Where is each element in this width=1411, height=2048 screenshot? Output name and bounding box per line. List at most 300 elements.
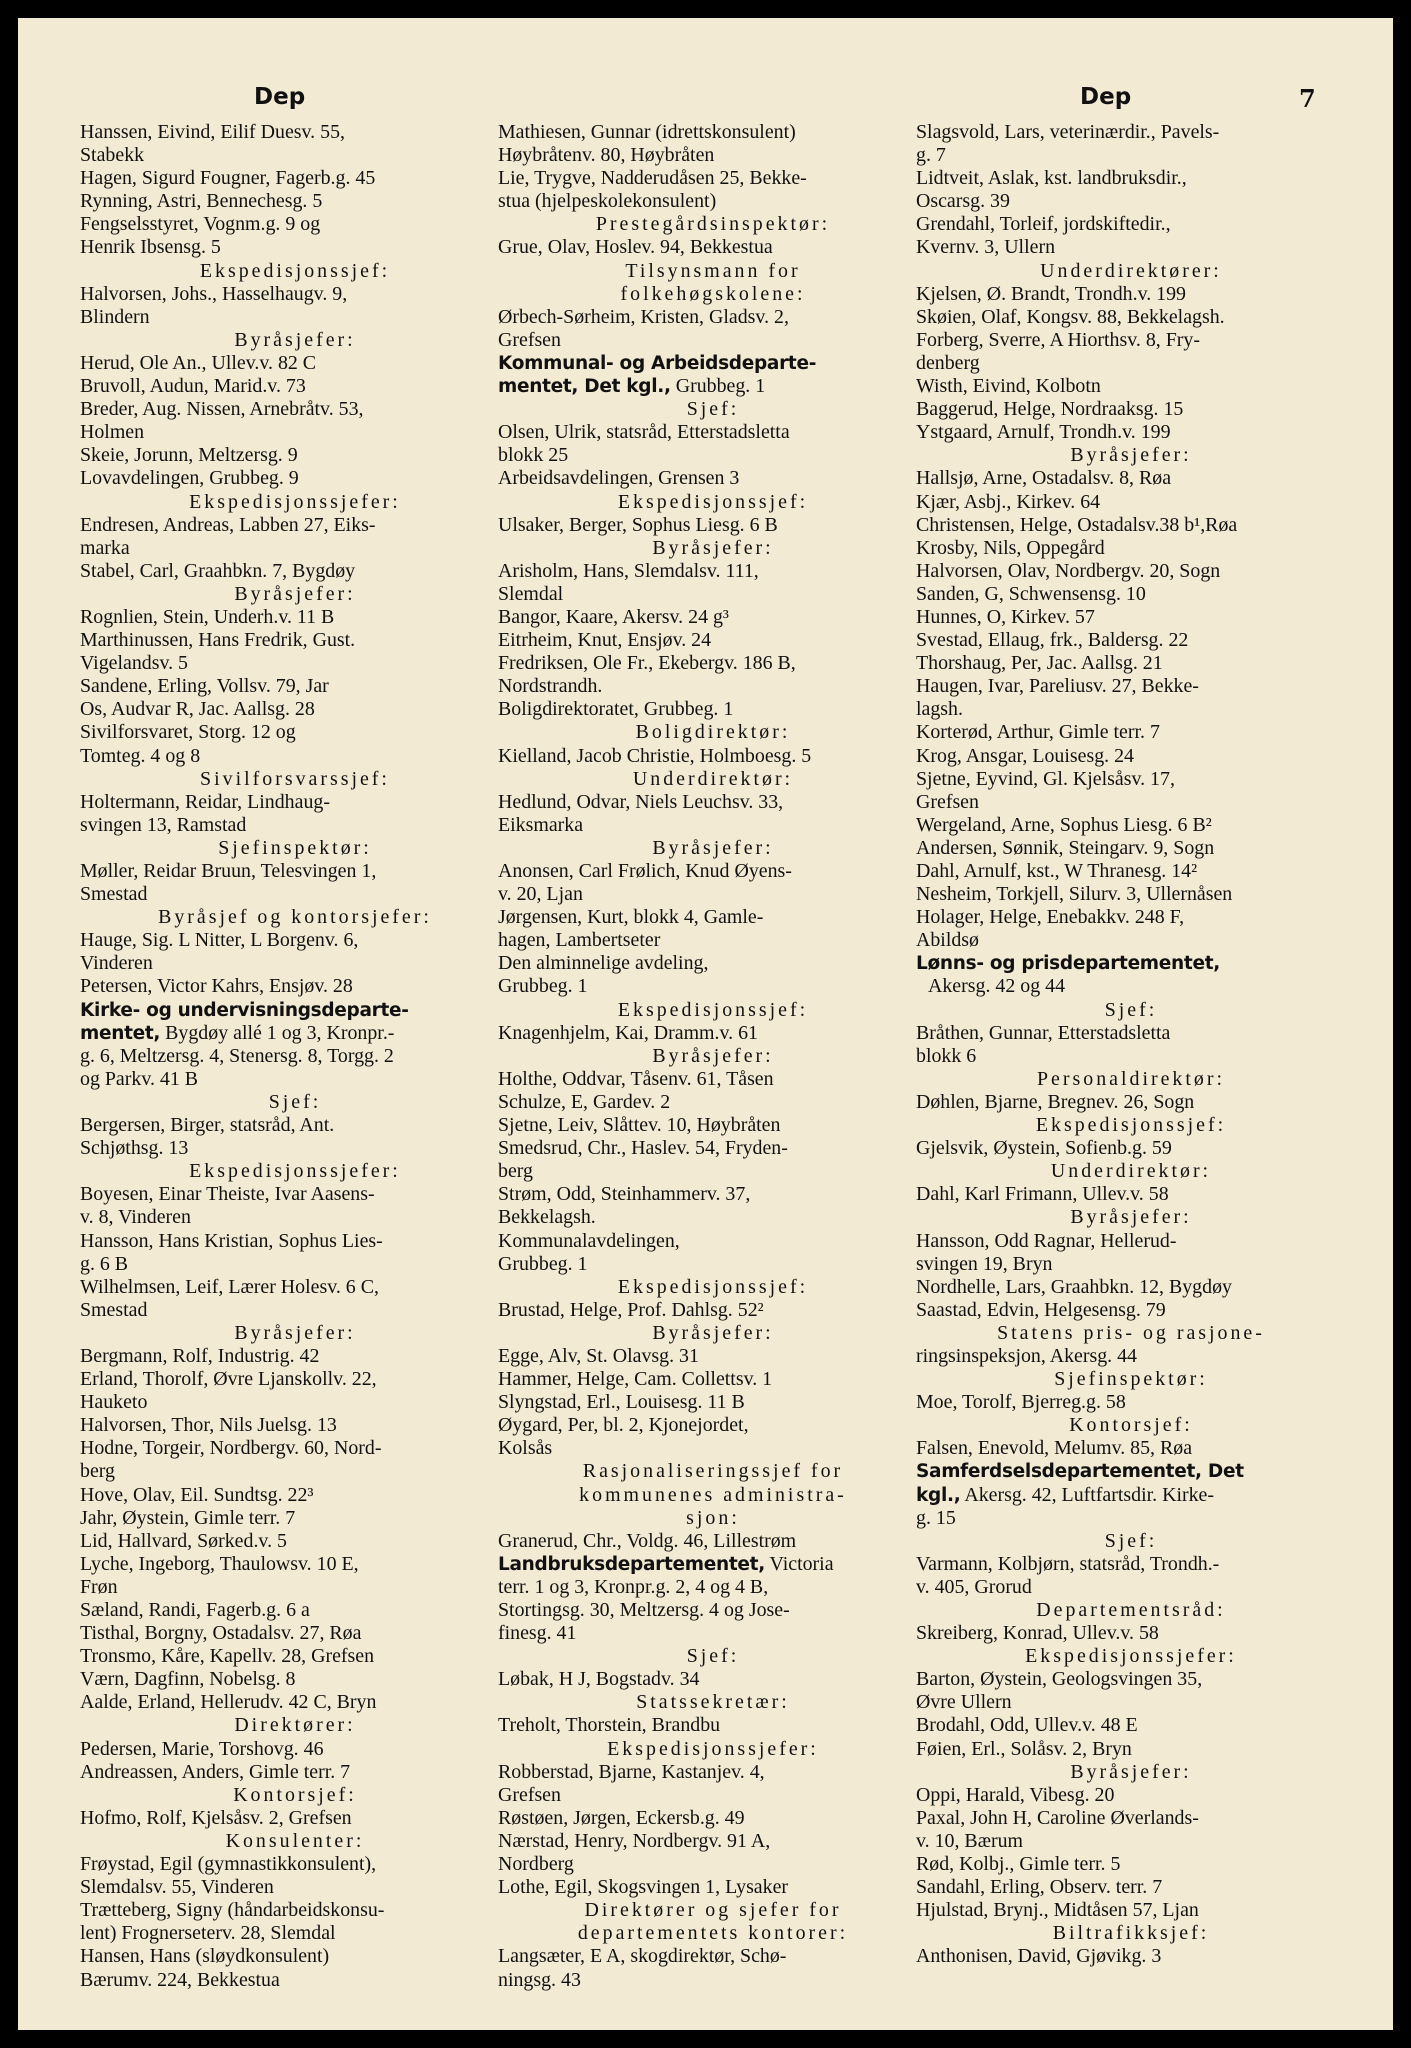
line-text: v. 20, Ljan <box>498 883 583 906</box>
line-text: Sandene, Erling, Vollsv. 79, Jar <box>80 675 329 698</box>
entry-line <box>498 190 928 213</box>
entry-line <box>80 1253 510 1276</box>
line-text: Boligdirektør: <box>635 721 791 744</box>
line-text: v. 10, Bærum <box>916 1829 1024 1852</box>
line-text: Wilhelmsen, Leif, Lærer Holesv. 6 C, <box>80 1275 379 1298</box>
line-text: Hunnes, O, Kirkev. 57 <box>916 605 1095 628</box>
line-text: Smedsrud, Chr., Haslev. 54, Fryden- <box>498 1137 788 1160</box>
line-text: mentet, Det kgl., <box>498 376 671 398</box>
entry-line <box>498 1068 928 1091</box>
entry-line <box>80 1276 510 1299</box>
line-text: Kjær, Asbj., Kirkev. 64 <box>916 490 1101 513</box>
entry-line <box>498 1183 928 1206</box>
section-heading <box>498 491 928 514</box>
line-text: Sivilforsvaret, Storg. 12 og <box>80 721 296 744</box>
line-text: Lidtveit, Aslak, kst. landbruksdir., <box>916 167 1187 190</box>
line-text: Den alminnelige avdeling, <box>498 952 709 975</box>
entry-line <box>80 1137 510 1160</box>
line-text: sjon: <box>686 1506 740 1529</box>
entry-line <box>80 283 510 306</box>
line-text-continuation: Victoria <box>764 1552 834 1575</box>
line-text: Hjulstad, Brynj., Midtåsen 57, Ljan <box>916 1899 1199 1922</box>
entry-line <box>498 698 928 721</box>
entry-line <box>916 721 1346 744</box>
entry-line <box>916 768 1346 791</box>
line-text: Hanssen, Eivind, Eilif Duesv. 55, <box>80 121 345 143</box>
line-text: kommunenes administra- <box>579 1483 847 1506</box>
entry-line <box>916 213 1346 236</box>
entry-line <box>80 1761 510 1784</box>
entry-line <box>916 306 1346 329</box>
entry-line <box>80 1437 510 1460</box>
line-text: Endresen, Andreas, Labben 27, Eiks- <box>80 513 376 536</box>
line-text: Krosby, Nils, Oppegård <box>916 536 1105 559</box>
section-heading <box>916 260 1346 283</box>
line-text: Bråthen, Gunnar, Etterstadsletta <box>916 1021 1171 1044</box>
line-text: Ulsaker, Berger, Sophus Liesg. 6 B <box>498 513 778 536</box>
line-text: Paxal, John H, Caroline Øverlands- <box>916 1806 1199 1829</box>
entry-line <box>498 1368 928 1391</box>
section-heading <box>498 1507 928 1530</box>
line-text: Treholt, Thorstein, Brandbu <box>498 1714 721 1737</box>
line-text: Grendahl, Torleif, jordskiftedir., <box>916 213 1171 236</box>
line-text: Byråsjefer: <box>234 582 356 605</box>
entry-line <box>916 1091 1346 1114</box>
line-text: Baggerud, Helge, Nordraaksg. 15 <box>916 398 1184 421</box>
entry-line <box>916 1853 1346 1876</box>
section-heading <box>498 283 928 306</box>
line-text-continuation: Bygdøy allé 1 og 3, Kronpr.- <box>160 1021 395 1044</box>
line-text: Pedersen, Marie, Torshovg. 46 <box>80 1737 324 1760</box>
line-text: Arisholm, Hans, Slemdalsv. 111, <box>498 559 759 582</box>
line-text: Wisth, Eivind, Kolbotn <box>916 375 1101 398</box>
line-text: Konsulenter: <box>225 1829 365 1852</box>
line-text: g. 7 <box>916 144 946 167</box>
line-text: denberg <box>916 351 980 374</box>
entry-line <box>498 1137 928 1160</box>
entry-line <box>80 1206 510 1229</box>
line-text: Grubbeg. 1 <box>498 1252 588 1275</box>
entry-line <box>498 929 928 952</box>
entry-line <box>916 791 1346 814</box>
line-text: Breder, Aug. Nissen, Arnebråtv. 53, <box>80 398 364 421</box>
entry-line <box>498 1414 928 1437</box>
entry-line <box>916 514 1346 537</box>
line-text: Jørgensen, Kurt, blokk 4, Gamle- <box>498 906 764 929</box>
line-text: v. 405, Grorud <box>916 1575 1032 1598</box>
entry-line <box>916 745 1346 768</box>
page-number: 7 <box>1299 84 1316 113</box>
entry-line <box>80 1599 510 1622</box>
entry-line <box>80 1414 510 1437</box>
line-text: Byråsjefer: <box>234 1321 356 1344</box>
entry-line <box>498 1876 928 1899</box>
department-heading <box>80 999 510 1022</box>
entry-line <box>916 1022 1346 1045</box>
line-text: Departementsråd: <box>1036 1599 1226 1621</box>
line-text: Hauge, Sig. L Nitter, L Borgenv. 6, <box>80 929 359 952</box>
running-header-left: Dep <box>254 84 306 110</box>
section-heading <box>498 213 928 236</box>
line-text: Stabekk <box>80 144 145 167</box>
entry-line <box>498 1091 928 1114</box>
line-text: Møller, Reidar Bruun, Telesvingen 1, <box>80 860 377 882</box>
entry-line <box>916 583 1346 606</box>
entry-line <box>916 1299 1346 1322</box>
line-text: Grefsen <box>498 1783 561 1806</box>
line-text: Schulze, E, Gardev. 2 <box>498 1090 671 1113</box>
line-text: Schjøthsg. 13 <box>80 1137 189 1160</box>
section-heading <box>916 444 1346 467</box>
line-text: Byråsjefer: <box>652 536 774 559</box>
line-text: Os, Audvar R, Jac. Aallsg. 28 <box>80 698 315 721</box>
entry-line <box>80 883 510 906</box>
entry-line <box>80 1183 510 1206</box>
entry-line <box>916 1807 1346 1830</box>
entry-line <box>916 606 1346 629</box>
entry-line <box>498 1969 928 1992</box>
line-text: Tomteg. 4 og 8 <box>80 744 201 767</box>
section-heading <box>498 537 928 560</box>
entry-line <box>916 629 1346 652</box>
entry-line <box>498 1761 928 1784</box>
line-text: Oscarsg. 39 <box>916 190 1010 213</box>
section-heading <box>916 1114 1346 1137</box>
line-text: Byråsjefer: <box>652 1044 774 1067</box>
section-heading <box>498 1276 928 1299</box>
department-heading <box>498 352 928 375</box>
line-text: Lyche, Ingeborg, Thaulowsv. 10 E, <box>80 1552 359 1575</box>
line-text: Byråsjefer: <box>652 1321 774 1344</box>
entry-line <box>498 1714 928 1737</box>
line-text: Ekspedisjonssjefer: <box>607 1737 819 1760</box>
line-text: Hallsjø, Arne, Ostadalsv. 8, Røa <box>916 467 1172 490</box>
line-text: Gjelsvik, Øystein, Sofienb.g. 59 <box>916 1137 1172 1160</box>
line-text: Kvernv. 3, Ullern <box>916 236 1056 259</box>
line-text: Hagen, Sigurd Fougner, Fagerb.g. 45 <box>80 167 376 190</box>
line-text: Lid, Hallvard, Sørked.v. 5 <box>80 1529 287 1552</box>
line-text: Nordhelle, Lars, Graahbkn. 12, Bygdøy <box>916 1275 1232 1298</box>
section-heading <box>498 260 928 283</box>
line-text: Ekspedisjonssjef: <box>1035 1114 1227 1137</box>
line-text: Øvre Ullern <box>916 1691 1012 1714</box>
entry-line <box>498 444 928 467</box>
entry-line <box>916 1738 1346 1761</box>
entry-line <box>80 1484 510 1507</box>
department-heading <box>916 952 1346 975</box>
entry-line <box>80 1969 510 1992</box>
line-text: Skreiberg, Konrad, Ullev.v. 58 <box>916 1622 1159 1645</box>
entry-line <box>80 236 510 259</box>
line-text: Slagsvold, Lars, veterinærdir., Pavels- <box>916 121 1220 143</box>
section-heading <box>498 768 928 791</box>
entry-line <box>80 675 510 698</box>
section-heading <box>498 1484 928 1507</box>
entry-line <box>80 1576 510 1599</box>
entry-line <box>80 745 510 768</box>
entry-line <box>916 1391 1346 1414</box>
line-text: Stabel, Carl, Graahbkn. 7, Bygdøy <box>80 559 356 582</box>
line-text: Føien, Erl., Solåsv. 2, Bryn <box>916 1737 1132 1760</box>
entry-line <box>80 537 510 560</box>
running-header-right: Dep <box>1080 84 1132 110</box>
section-heading <box>498 1645 928 1668</box>
entry-line <box>498 583 928 606</box>
entry-line <box>916 1183 1346 1206</box>
line-text: Barton, Øystein, Geologsvingen 35, <box>916 1668 1203 1691</box>
line-text: Slyngstad, Erl., Louisesg. 11 B <box>498 1391 745 1414</box>
line-text: Ekspedisjonssjefer: <box>189 490 401 513</box>
entry-line <box>498 1830 928 1853</box>
line-text: lagsh. <box>916 698 963 721</box>
line-text: Ekspedisjonssjef: <box>617 490 809 513</box>
entry-line <box>916 1137 1346 1160</box>
entry-line <box>80 860 510 883</box>
line-text: Egge, Alv, St. Olavsg. 31 <box>498 1344 699 1367</box>
line-text: Holthe, Oddvar, Tåsenv. 61, Tåsen <box>498 1067 774 1090</box>
line-text: Hansson, Hans Kristian, Sophus Lies- <box>80 1229 383 1252</box>
section-heading <box>80 768 510 791</box>
entry-line <box>80 467 510 490</box>
line-text: Boligdirektoratet, Grubbeg. 1 <box>498 698 734 721</box>
entry-line <box>80 1899 510 1922</box>
section-heading <box>916 1530 1346 1553</box>
entry-line <box>80 629 510 652</box>
section-heading <box>80 1830 510 1853</box>
entry-line <box>916 652 1346 675</box>
section-heading <box>498 999 928 1022</box>
line-text: Wergeland, Arne, Sophus Liesg. 6 B² <box>916 813 1212 836</box>
entry-line <box>80 560 510 583</box>
line-text: Abildsø <box>916 929 979 952</box>
section-heading <box>916 1599 1346 1622</box>
line-text: hagen, Lambertseter <box>498 929 661 952</box>
entry-line <box>916 421 1346 444</box>
line-text: Eitrheim, Knut, Ensjøv. 24 <box>498 629 712 652</box>
entry-line <box>498 1784 928 1807</box>
entry-line <box>916 560 1346 583</box>
line-text: Rasjonaliseringssjef for <box>582 1460 844 1483</box>
entry-line <box>498 144 928 167</box>
line-text: Andersen, Sønnik, Steingarv. 9, Sogn <box>916 836 1215 859</box>
line-text: Sjef: <box>686 398 740 421</box>
entry-line <box>916 1230 1346 1253</box>
entry-line <box>80 1945 510 1968</box>
entry-line <box>80 1507 510 1530</box>
entry-line <box>916 1945 1346 1968</box>
entry-line <box>80 1553 510 1576</box>
line-text: Bergmann, Rolf, Industrig. 42 <box>80 1344 320 1367</box>
entry-line <box>80 1738 510 1761</box>
line-text: Moe, Torolf, Bjerreg.g. 58 <box>916 1391 1126 1414</box>
entry-line <box>80 652 510 675</box>
section-heading <box>498 837 928 860</box>
line-text: Robberstad, Bjarne, Kastanjev. 4, <box>498 1760 765 1783</box>
section-heading <box>80 906 510 929</box>
entry-line <box>498 1599 928 1622</box>
entry-line <box>80 1853 510 1876</box>
entry-line <box>498 1807 928 1830</box>
line-text: g. 6 B <box>80 1252 129 1275</box>
section-heading <box>80 837 510 860</box>
entry-line <box>916 698 1346 721</box>
entry-line <box>498 1668 928 1691</box>
entry-line <box>498 952 928 975</box>
line-text: Nordstrandh. <box>498 675 603 698</box>
entry-line <box>80 306 510 329</box>
entry-line <box>916 537 1346 560</box>
entry-line <box>80 1530 510 1553</box>
line-text: Lønns- og prisdepartementet, <box>916 953 1220 975</box>
line-text: Sjetne, Eyvind, Gl. Kjelsåsv. 17, <box>916 767 1175 790</box>
entry-line <box>80 1876 510 1899</box>
line-text: Hansson, Odd Ragnar, Hellerud- <box>916 1229 1177 1252</box>
section-heading <box>498 1691 928 1714</box>
section-heading <box>80 583 510 606</box>
line-text: Dahl, Arnulf, kst., W Thranesg. 14² <box>916 860 1198 882</box>
section-heading <box>498 1899 928 1922</box>
entry-line <box>498 1253 928 1276</box>
entry-line <box>80 1922 510 1945</box>
line-text: marka <box>80 536 130 559</box>
entry-line <box>916 1345 1346 1368</box>
entry-line <box>916 1714 1346 1737</box>
entry-line <box>80 1691 510 1714</box>
line-text: Kontorsjef: <box>1069 1414 1193 1437</box>
entry-line <box>498 329 928 352</box>
section-heading <box>498 721 928 744</box>
line-text: Sandahl, Erling, Observ. terr. 7 <box>916 1876 1163 1899</box>
line-text: Skeie, Jorunn, Meltzersg. 9 <box>80 444 298 467</box>
entry-line <box>80 213 510 236</box>
section-heading <box>916 999 1346 1022</box>
entry-line <box>916 1691 1346 1714</box>
line-text: Kolsås <box>498 1437 553 1460</box>
line-text: Statens pris- og rasjone- <box>997 1321 1265 1344</box>
line-text: Halvorsen, Thor, Nils Juelsg. 13 <box>80 1414 337 1437</box>
line-text: Rynning, Astri, Bennechesg. 5 <box>80 190 323 213</box>
entry-line <box>916 1045 1346 1068</box>
entry-line <box>80 791 510 814</box>
line-text: Fredriksen, Ole Fr., Ekebergv. 186 B, <box>498 652 796 675</box>
line-text: Lie, Trygve, Nadderudåsen 25, Bekke- <box>498 167 807 190</box>
line-text: Halvorsen, Olav, Nordbergv. 20, Sogn <box>916 559 1221 582</box>
line-text: Strøm, Odd, Steinhammerv. 37, <box>498 1183 751 1206</box>
entry-line <box>916 144 1346 167</box>
section-heading <box>916 1068 1346 1091</box>
line-text: Direktører og sjefer for <box>584 1899 842 1922</box>
line-text: Petersen, Victor Kahrs, Ensjøv. 28 <box>80 975 353 998</box>
line-text: Kommunal- og Arbeidsdeparte- <box>498 352 817 374</box>
entry-line <box>80 1114 510 1137</box>
line-text: Vigelandsv. 5 <box>80 652 188 675</box>
line-text: Bergersen, Birger, statsråd, Ant. <box>80 1114 335 1137</box>
line-text: Frøn <box>80 1575 118 1598</box>
line-text: Røstøen, Jørgen, Eckersb.g. 49 <box>498 1806 745 1829</box>
entry-line <box>916 467 1346 490</box>
entry-line <box>498 1206 928 1229</box>
line-text: Slemdalsv. 55, Vinderen <box>80 1876 274 1899</box>
department-heading <box>916 1460 1346 1483</box>
line-text: Sivilforsvarssjef: <box>200 767 390 790</box>
line-text: stua (hjelpeskolekonsulent) <box>498 190 717 213</box>
line-text: Marthinussen, Hans Fredrik, Gust. <box>80 629 356 652</box>
line-text: Holmen <box>80 421 145 444</box>
line-text: Vinderen <box>80 952 153 975</box>
line-text: Fengselsstyret, Vognm.g. 9 og <box>80 213 321 236</box>
entry-line <box>916 1437 1346 1460</box>
entry-line <box>916 1899 1346 1922</box>
line-text: Øygard, Per, bl. 2, Kjonejordet, <box>498 1414 749 1437</box>
entry-line <box>498 606 928 629</box>
line-text: Grue, Olav, Hoslev. 94, Bekkestua <box>498 236 773 259</box>
entry-line <box>498 467 928 490</box>
line-text: berg <box>80 1460 115 1483</box>
line-text: Anthonisen, David, Gjøvikg. 3 <box>916 1945 1162 1968</box>
department-heading <box>80 1022 510 1045</box>
line-text: Hansen, Hans (sløydkonsulent) <box>80 1945 330 1968</box>
line-text: Brustad, Helge, Prof. Dahlsg. 52² <box>498 1298 764 1321</box>
section-heading <box>498 1738 928 1761</box>
entry-line <box>498 1299 928 1322</box>
entry-line <box>80 1368 510 1391</box>
entry-line <box>916 1830 1346 1853</box>
section-heading <box>916 1761 1346 1784</box>
line-text: departementets kontorer: <box>577 1922 849 1945</box>
section-heading <box>916 1160 1346 1183</box>
entry-line <box>498 975 928 998</box>
line-text: Akersg. 42 og 44 <box>928 975 1066 998</box>
department-heading <box>498 375 928 398</box>
line-text: Hove, Olav, Eil. Sundtsg. 22³ <box>80 1483 314 1506</box>
line-text: Thorshaug, Per, Jac. Aallsg. 21 <box>916 652 1163 675</box>
line-text: Personaldirektør: <box>1037 1067 1225 1090</box>
entry-line <box>80 952 510 975</box>
entry-line <box>498 1230 928 1253</box>
line-text: Byråsjefer: <box>234 328 356 351</box>
line-text: Slemdal <box>498 582 564 605</box>
line-text: Ekspedisjonssjef: <box>199 259 391 282</box>
entry-line <box>80 1460 510 1483</box>
line-text: Falsen, Enevold, Melumv. 85, Røa <box>916 1437 1193 1460</box>
line-text: Hedlund, Odvar, Niels Leuchsv. 33, <box>498 790 784 813</box>
entry-line <box>498 1345 928 1368</box>
entry-line <box>916 1576 1346 1599</box>
section-heading <box>498 398 928 421</box>
line-text: Nesheim, Torkjell, Silurv. 3, Ullernåsen <box>916 883 1233 906</box>
line-text: Sjefinspektør: <box>1054 1368 1208 1391</box>
line-text: Sjef: <box>1104 998 1158 1021</box>
line-text: Mathiesen, Gunnar (idrettskonsulent) <box>498 121 796 143</box>
line-text: Direktører: <box>234 1714 356 1737</box>
line-text: Forberg, Sverre, A Hiorthsv. 8, Fry- <box>916 328 1200 351</box>
line-text: Varmann, Kolbjørn, statsråd, Trondh.- <box>916 1552 1220 1575</box>
line-text: Kirke- og undervisningsdeparte- <box>80 999 409 1021</box>
section-heading <box>80 1322 510 1345</box>
line-text: Knagenhjelm, Kai, Dramm.v. 61 <box>498 1021 758 1044</box>
line-text: finesg. 41 <box>498 1622 577 1645</box>
line-text: Bangor, Kaare, Akersv. 24 g³ <box>498 605 729 628</box>
entry-line <box>80 398 510 421</box>
entry-line <box>80 975 510 998</box>
line-text: blokk 6 <box>916 1044 977 1067</box>
line-text: v. 8, Vinderen <box>80 1206 191 1229</box>
entry-line <box>916 860 1346 883</box>
entry-line <box>916 283 1346 306</box>
entry-line <box>498 675 928 698</box>
entry-line <box>80 1045 510 1068</box>
line-text: Byråsjefer: <box>1070 1206 1192 1229</box>
